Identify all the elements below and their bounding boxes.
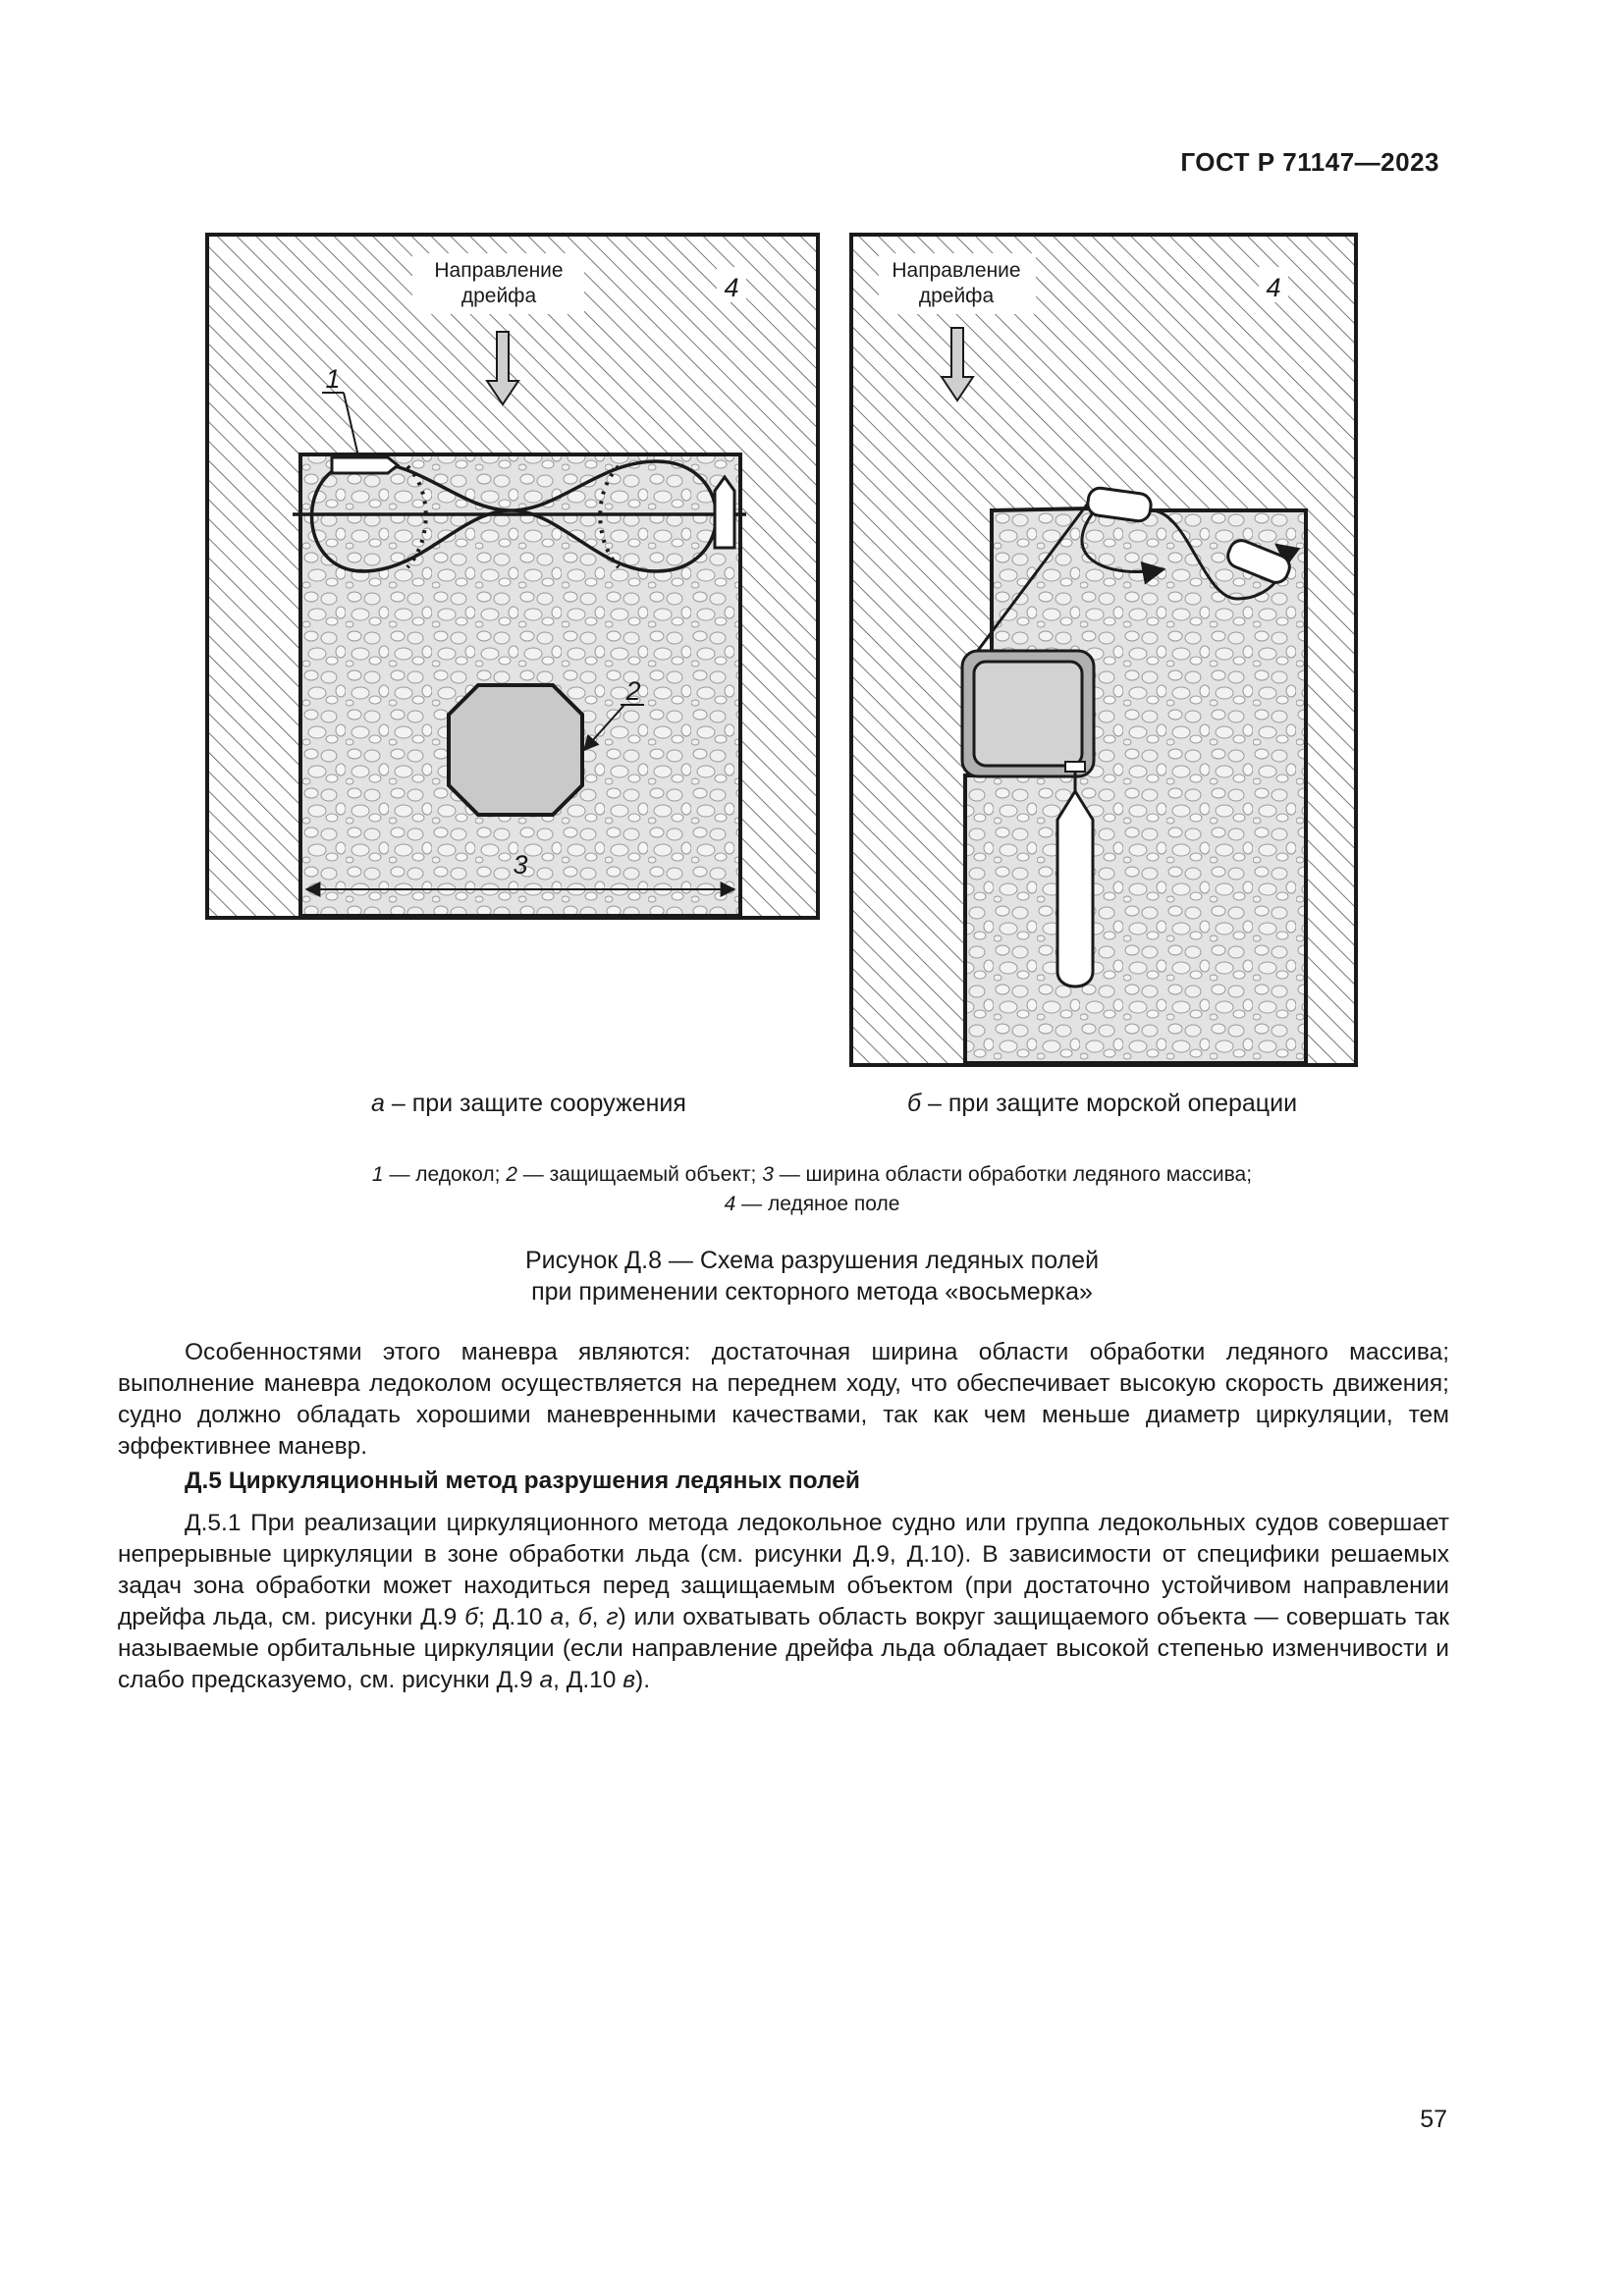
platform-inner <box>974 662 1082 766</box>
page-number: 57 <box>1420 2106 1447 2133</box>
label-width: 3 <box>513 850 528 880</box>
drift-label-a-line2: дрейфа <box>460 285 537 307</box>
icebreaker-icon-2 <box>715 477 734 548</box>
label-icebreaker: 1 <box>325 364 341 394</box>
icebreaker-icon <box>332 457 398 473</box>
document-header: ГОСТ Р 71147—2023 <box>1180 147 1439 177</box>
label-field-a: 4 <box>724 273 739 302</box>
drift-label-b-line2: дрейфа <box>918 285 995 307</box>
figure-legend: 1 — ледокол; 2 — защищаемый объект; 3 — ширина области обработки ледяного массива; 4 — ледяное поле <box>371 1163 1253 1215</box>
protected-object <box>449 685 582 815</box>
paragraph-1: Особенностями этого маневра являются: достаточная ширина области обработки ледяного массива; выполнение маневра ледоколом осуществляется на переднем ходу, что обеспечивает высокую скорость движения; судно должно обладать хорошими маневренными качествами, так как чем меньше диаметр циркуляции, тем эффективнее маневр. <box>118 1339 1449 1460</box>
panel-a <box>207 235 818 918</box>
label-object: 2 <box>625 676 641 706</box>
moored-vessel <box>1057 791 1093 987</box>
treatment-zone-b <box>965 508 1306 1063</box>
figure-d8 <box>0 0 1624 1080</box>
panel-b <box>851 235 1356 1065</box>
figure-title: Рисунок Д.8 — Схема разрушения ледяных полей при применении секторного метода «восьмерка» <box>524 1247 1100 1306</box>
drift-label-b-line1: Направление <box>892 259 1021 282</box>
label-field-b: 4 <box>1266 273 1281 302</box>
subcaption-a: а – при защите сооружения <box>371 1090 686 1117</box>
section-heading: Д.5 Циркуляционный метод разрушения ледяных полей <box>185 1468 860 1494</box>
subcaption-b: б – при защите морской операции <box>907 1090 1298 1117</box>
drift-label-a-line1: Направление <box>434 259 564 282</box>
paragraph-2: Д.5.1 При реализации циркуляционного метода ледокольное судно или группа ледокольных судов совершает непрерывные циркуляции в зоне обработки льда (см. рисунки Д.9, Д.10). В зависимости от специфики решаемых задач зона обработки может находиться перед защищаемым объектом (при достаточно устойчивом направлении дрейфа льда, см. рисунки Д.9 б; Д.10 а, б, г) или охватывать область вокруг защищаемого объекта — совершать так называемые орбитальные циркуляции (если направление дрейфа льда обладает высокой степенью изменчивости и слабо предсказуемо, см. рисунки Д.9 а, Д.10 в). <box>118 1510 1450 1693</box>
